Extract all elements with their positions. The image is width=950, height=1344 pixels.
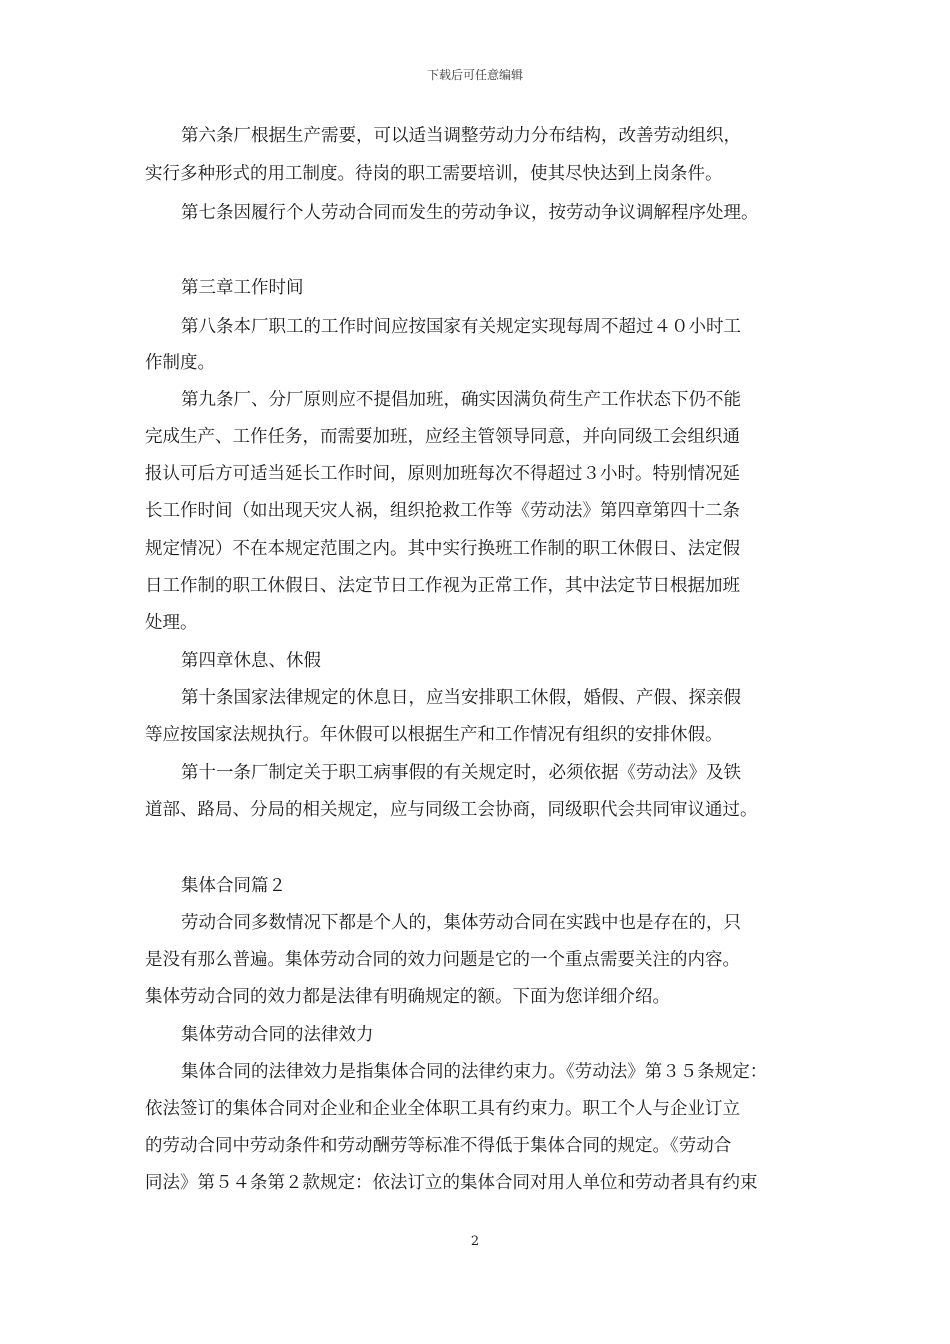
paragraph-line: 同法》第５４条第２款规定：依法订立的集体合同对用人单位和劳动者具有约束 (145, 1173, 758, 1193)
page-number: 2 (470, 1234, 480, 1249)
paragraph-line: 的劳动合同中劳动条件和劳动酬劳等标准不得低于集体合同的规定。《劳动合 (145, 1136, 732, 1156)
paragraph-line: 第八条本厂职工的工作时间应按国家有关规定实现每周不超过４０小时工 (181, 317, 741, 337)
paragraph-line: 第九条厂、分厂原则应不提倡加班，确实因满负荷生产工作状态下仍不能 (181, 390, 741, 410)
paragraph-line: 实行多种形式的用工制度。待岗的职工需要培训，使其尽快达到上岗条件。 (145, 164, 723, 184)
paragraph-line: 等应按国家法规执行。年休假可以根据生产和工作情况有组织的安排休假。 (145, 725, 723, 745)
section-heading: 集体劳动合同的法律效力 (181, 1025, 374, 1045)
section-heading: 集体合同篇２ (181, 876, 286, 896)
paragraph-line: 日工作制的职工休假日、法定节日工作视为正常工作，其中法定节日根据加班 (145, 576, 740, 596)
page-header: 下载后可任意编辑 (426, 68, 523, 82)
chapter-heading: 第四章休息、休假 (181, 651, 321, 671)
paragraph-line: 长工作时间（如出现天灾人祸，组织抢救工作等《劳动法》第四章第四十二条 (145, 501, 740, 521)
paragraph-line: 第七条因履行个人劳动合同而发生的劳动争议，按劳动争议调解程序处理。 (181, 203, 759, 223)
paragraph-line: 作制度。 (145, 353, 215, 373)
paragraph-line: 完成生产、工作任务，而需要加班，应经主管领导同意，并向同级工会组织通 (145, 427, 740, 447)
paragraph-line: 处理。 (145, 613, 198, 633)
paragraph-line: 第十条国家法律规定的休息日，应当安排职工休假，婚假、产假、探亲假 (181, 688, 741, 708)
chapter-heading: 第三章工作时间 (181, 278, 304, 298)
paragraph-line: 第十一条厂制定关于职工病事假的有关规定时，必须依据《劳动法》及铁 (181, 763, 741, 783)
paragraph-line: 道部、路局、分局的相关规定，应与同级工会协商，同级职代会共同审议通过。 (145, 800, 758, 820)
paragraph-line: 第六条厂根据生产需要，可以适当调整劳动力分布结构，改善劳动组织， (181, 126, 741, 146)
paragraph-line: 报认可后方可适当延长工作时间，原则加班每次不得超过３小时。特别情况延 (145, 464, 740, 484)
paragraph-line: 集体合同的法律效力是指集体合同的法律约束力。《劳动法》第３５条规定： (181, 1062, 768, 1082)
paragraph-line: 规定情况）不在本规定范围之内。其中实行换班工作制的职工休假日、法定假 (145, 539, 740, 559)
paragraph-line: 依法签订的集体合同对企业和企业全体职工具有约束力。职工个人与企业订立 (145, 1099, 740, 1119)
paragraph-line: 集体劳动合同的效力都是法律有明确规定的额。下面为您详细介绍。 (145, 987, 670, 1007)
paragraph-line: 劳动合同多数情况下都是个人的，集体劳动合同在实践中也是存在的，只 (181, 913, 741, 933)
paragraph-line: 是没有那么普遍。集体劳动合同的效力问题是它的一个重点需要关注的内容。 (145, 950, 740, 970)
